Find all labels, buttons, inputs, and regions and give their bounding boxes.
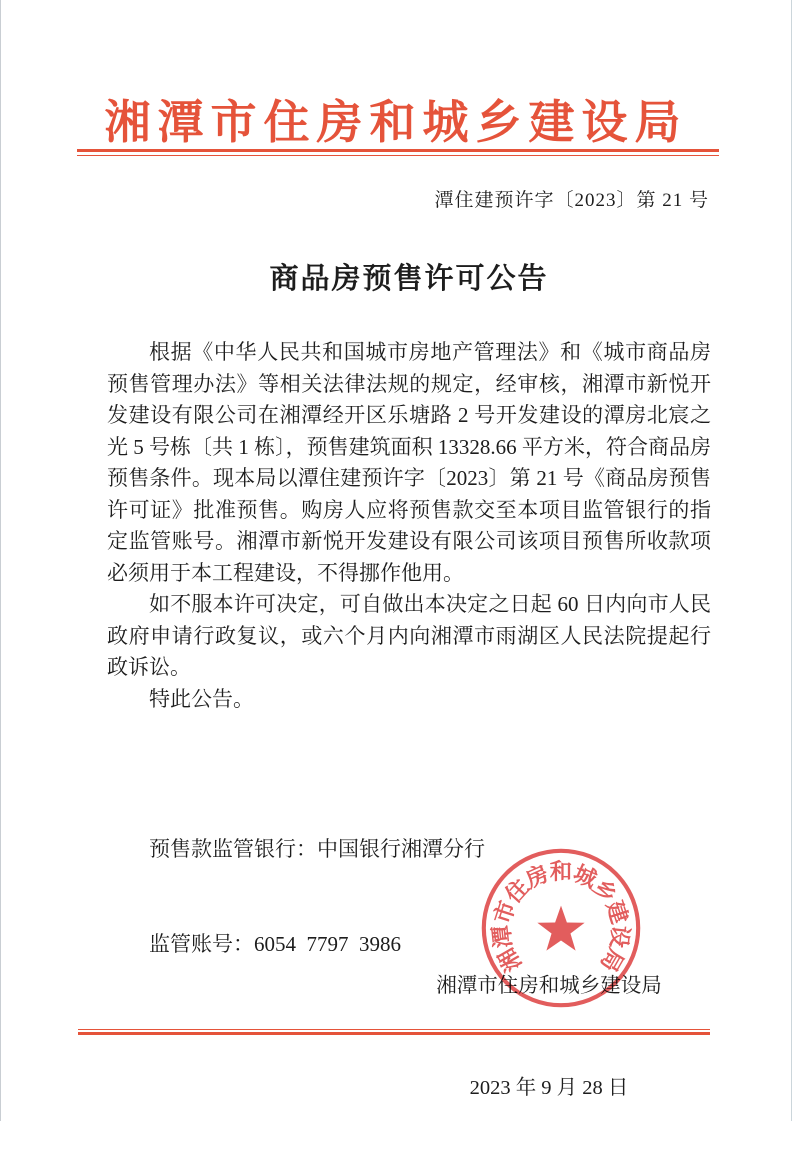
body-paragraph: 特此公告。	[149, 686, 254, 711]
supervision-bank-line: 预售款监管银行：中国银行湘潭分行	[149, 837, 485, 861]
announcement-title: 商品房预售许可公告	[269, 263, 549, 295]
seal-character: 房	[521, 860, 553, 893]
seal-character: 住	[500, 874, 534, 908]
body-paragraph: 如不服本许可决定，可自做出本决定之日起 60 日内向市人民政府申请行政复议，或六个月内向湘潭市雨湖区人民法院提起行政诉讼。	[107, 592, 711, 679]
seal-character: 局	[595, 943, 629, 976]
document-reference-number: 潭住建预许字〔2023〕第 21 号	[434, 190, 709, 211]
signature-block	[429, 901, 669, 1173]
announcement-body	[107, 337, 711, 715]
letterhead-double-rule	[77, 149, 719, 156]
seal-character: 乡	[588, 874, 622, 908]
supervision-account-line: 监管账号：6054 7797 3986	[149, 931, 401, 956]
seal-character: 和	[549, 859, 573, 885]
seal-character: 建	[601, 897, 633, 927]
seal-character: 城	[569, 860, 601, 893]
seal-character: 市	[489, 897, 521, 927]
seal-character: 潭	[488, 924, 517, 950]
signature-date: 2023 年 9 月 28 日	[469, 1077, 629, 1099]
agency-letterhead-title: 湘潭市住房和城乡建设局	[104, 97, 688, 148]
seal-character: 湘	[493, 943, 527, 976]
seal-character: 设	[605, 924, 634, 950]
signature-agency: 湘潭市住房和城乡建设局	[436, 975, 662, 997]
body-paragraph: 根据《中华人民共和国城市房地产管理法》和《城市商品房预售管理办法》等相关法律法规的规定，经审核，湘潭市新悦开发建设有限公司在湘潭经开区乐塘路 2 号开发建设的潭房北宸之光 5 号栋〔共 1 栋〕，预售建筑面积 13328.66 平方米，符合商品房预售条件。现本局以潭住建预许字〔2023〕第 21 号《商品房预售许可证》批准预售。购房人应将预售款交至本项目监管银行的指定监管账号。湘潭市新悦开发建设有限公司该项目预售所收款项必须用于本工程建设，不得挪作他用。	[107, 340, 711, 585]
